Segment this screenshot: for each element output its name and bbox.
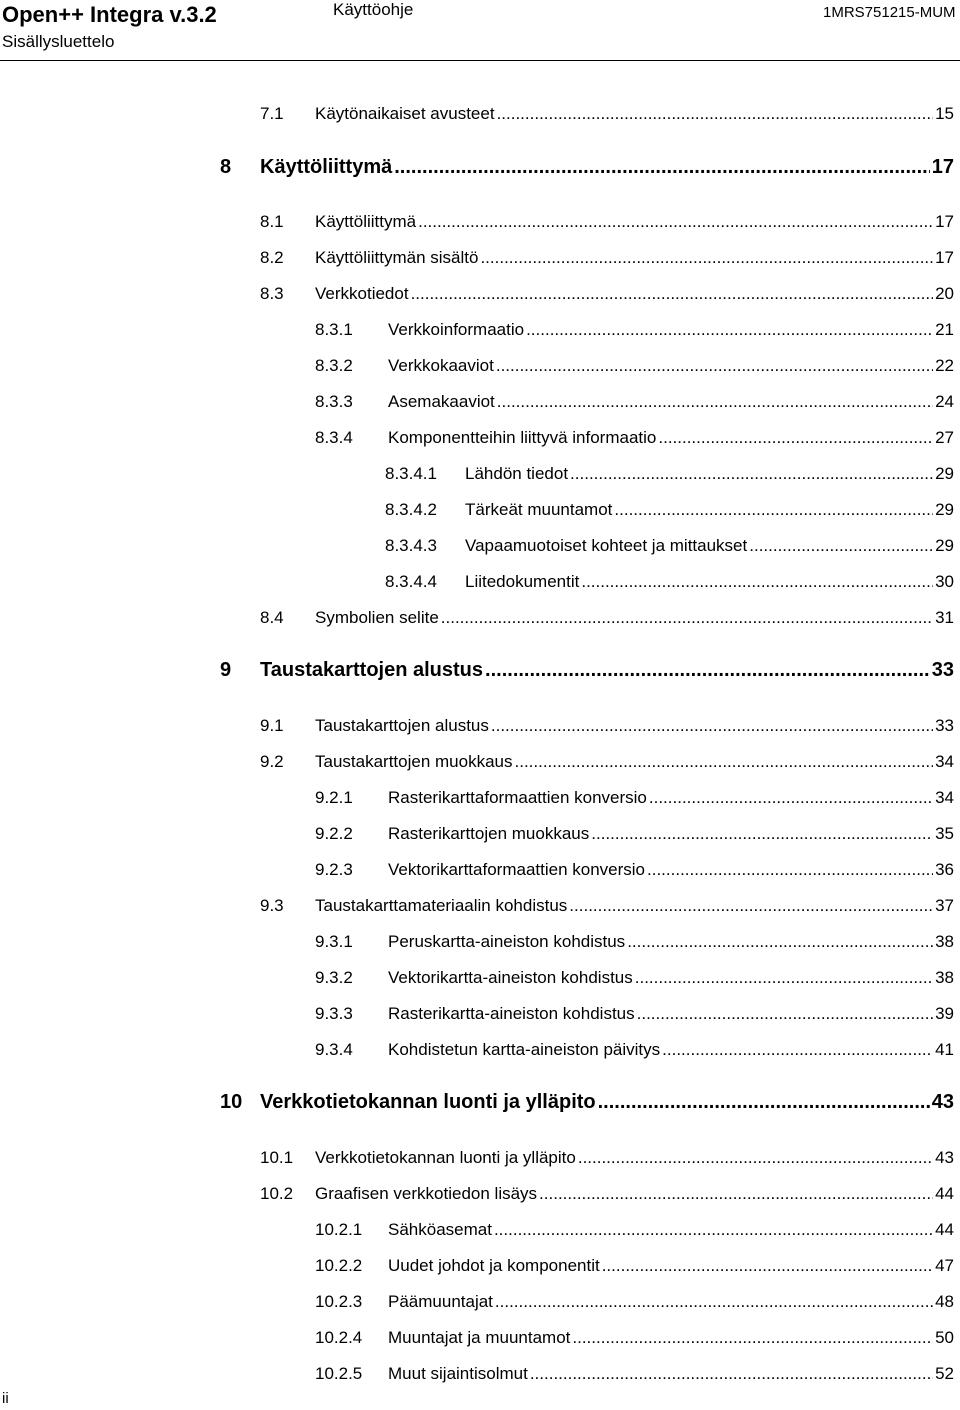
toc-entry-page: 22 [935,356,954,375]
toc-entry[interactable] [260,892,954,916]
toc-entry-title: Peruskartta-aineiston kohdistus [388,932,626,951]
toc-entry-number: 7.1 [260,104,284,123]
toc-entry-page: 52 [935,1364,954,1383]
toc-entry[interactable] [315,928,954,952]
toc-entry-number: 9.1 [260,716,284,735]
toc-entry-page: 50 [935,1328,954,1347]
toc-entry-number: 8.3.1 [315,320,353,339]
toc-entry-number: 10.1 [260,1148,294,1167]
toc-entry-number: 8.3.4.3 [385,536,437,555]
toc-entry-title: Symbolien selite [315,608,439,627]
toc-entry[interactable] [315,784,954,808]
toc-entry-page: 33 [931,659,954,681]
toc-entry[interactable] [220,155,954,179]
dot-leader [515,752,934,772]
toc-entry-page: 24 [935,392,954,411]
toc-entry-title: Komponentteihin liittyvä informaatio [388,428,657,447]
toc-entry-page: 29 [935,464,954,483]
toc-entry-title: Rasterikarttaformaattien konversio [388,788,647,807]
dot-leader [485,659,930,682]
dot-leader [627,932,933,952]
toc-entry-number: 9.3.2 [315,968,353,987]
dot-leader [394,156,930,179]
toc-entry[interactable] [315,964,954,988]
toc-entry[interactable] [260,1144,954,1168]
toc-entry-number: 8.3.4.1 [385,464,437,483]
toc-entry[interactable] [315,388,954,412]
toc-entry-page: 29 [935,500,954,519]
toc-entry-number: 10.2.2 [315,1256,363,1275]
toc-entry-number: 10.2.3 [315,1292,363,1311]
toc-entry-title: Muuntajat ja muuntamot [388,1328,571,1347]
dot-leader [572,1328,933,1348]
toc-entry-title: Rasterikartta-aineiston kohdistus [388,1004,635,1023]
toc-entry-page: 44 [935,1184,954,1203]
toc-entry-number: 8.1 [260,212,284,231]
toc-entry-title: Asemakaaviot [388,392,495,411]
toc-entry[interactable] [220,658,954,682]
toc-entry-title: Verkkotiedot [315,284,409,303]
document-title: Open++ Integra v.3.2 [2,2,217,27]
toc-entry[interactable] [315,424,954,448]
dot-leader [530,1364,933,1384]
dot-leader [418,212,933,232]
toc-entry-page: 29 [935,536,954,555]
toc-entry-title: Käytönaikaiset avusteet [315,104,495,123]
toc-entry-title: Uudet johdot ja komponentit [388,1256,600,1275]
toc-entry-number: 10.2.5 [315,1364,363,1383]
dot-leader [569,896,933,916]
dot-leader [411,284,934,304]
toc-entry-page: 30 [935,572,954,591]
toc-entry-page: 21 [935,320,954,339]
toc-entry[interactable] [315,1000,954,1024]
dot-leader [494,1220,933,1240]
toc-entry-number: 9.3.4 [315,1040,353,1059]
toc-entry-number: 9.3.3 [315,1004,353,1023]
dot-leader [570,464,933,484]
toc-entry-page: 37 [935,896,954,915]
toc-entry-number: 10.2.4 [315,1328,363,1347]
toc-entry-title: Tärkeät muuntamot [465,500,613,519]
toc-entry-number: 8.3.2 [315,356,353,375]
toc-entry-number: 10.2.1 [315,1220,363,1239]
toc-entry-title: Vapaamuotoiset kohteet ja mittaukset [465,536,748,555]
toc-entry-page: 36 [935,860,954,879]
toc-entry-title: Vektorikartta-aineiston kohdistus [388,968,633,987]
toc-entry[interactable] [315,1216,954,1240]
toc-entry[interactable] [315,1288,954,1312]
dot-leader [602,1256,933,1276]
toc-entry-number: 9.2.1 [315,788,353,807]
toc-entry[interactable] [315,1036,954,1060]
toc-entry-title: Käyttöliittymän sisältö [315,248,479,267]
toc-entry[interactable] [315,1324,954,1348]
toc-entry-title: Liitedokumentit [465,572,580,591]
toc-entry-title: Verkkokaaviot [388,356,494,375]
toc-entry-title: Vektorikarttaformaattien konversio [388,860,646,879]
toc-entry[interactable] [260,208,954,232]
toc-entry-title: Sähköasemat [388,1220,492,1239]
toc-entry-number: 8.3.4 [315,428,353,447]
toc-entry-page: 48 [935,1292,954,1311]
toc-entry-title: Lähdön tiedot [465,464,569,483]
toc-entry[interactable] [260,1180,954,1204]
toc-entry-number: 9.2.2 [315,824,353,843]
toc-entry[interactable] [385,496,954,520]
dot-leader [658,428,933,448]
toc-entry-title: Käyttöliittymä [315,212,417,231]
dot-leader [497,104,934,124]
dot-leader [637,1004,933,1024]
toc-entry-page: 41 [935,1040,954,1059]
section-name: Sisällysluettelo [2,32,115,51]
toc-entry-title: Verkkotietokannan luonti ja ylläpito [260,1091,596,1113]
toc-entry[interactable] [315,820,954,844]
toc-entry-title: Käyttöliittymä [260,156,393,178]
toc-entry[interactable] [260,244,954,268]
toc-entry-number: 8 [220,156,232,178]
toc-entry-number: 10.2 [260,1184,294,1203]
toc-entry-title: Kohdistetun kartta-aineiston päivitys [388,1040,661,1059]
dot-leader [496,356,933,376]
toc-entry[interactable] [315,1360,954,1384]
toc-entry-page: 44 [935,1220,954,1239]
document-id: 1MRS751215-MUM [823,4,956,21]
toc-entry-title: Taustakarttojen alustus [260,659,484,681]
toc-entry[interactable] [260,280,954,304]
toc-entry[interactable] [315,352,954,376]
toc-entry-page: 15 [935,104,954,123]
toc-entry[interactable] [260,712,954,736]
toc-entry[interactable] [260,748,954,772]
dot-leader [491,716,933,736]
toc-entry-page: 34 [935,788,954,807]
toc-entry-page: 35 [935,824,954,843]
toc-entry-title: Verkkoinformaatio [388,320,525,339]
toc-entry[interactable] [315,1252,954,1276]
toc-entry-number: 9.3 [260,896,284,915]
dot-leader [581,572,933,592]
toc-entry-number: 8.3 [260,284,284,303]
toc-entry-title: Rasterikarttojen muokkaus [388,824,590,843]
dot-leader [497,392,933,412]
toc-entry-number: 9.3.1 [315,932,353,951]
toc-entry[interactable] [220,1090,954,1114]
toc-entry-title: Graafisen verkkotiedon lisäys [315,1184,538,1203]
toc-entry-page: 38 [935,932,954,951]
document-type: Käyttöohje [333,0,414,19]
dot-leader [614,500,933,520]
toc-entry-title: Verkkotietokannan luonti ja ylläpito [315,1148,576,1167]
toc-entry-page: 34 [935,752,954,771]
toc-entry-title: Taustakarttamateriaalin kohdistus [315,896,568,915]
toc-entry[interactable] [385,532,954,556]
toc-entry-number: 10 [220,1091,243,1113]
toc-entry-number: 9.2 [260,752,284,771]
toc-entry[interactable] [385,460,954,484]
dot-leader [649,788,933,808]
toc-entry-page: 17 [935,212,954,231]
dot-leader [749,536,933,556]
toc-entry[interactable] [385,568,954,592]
toc-entry-page: 43 [931,1091,954,1113]
toc-entry-number: 8.4 [260,608,284,627]
dot-leader [480,248,933,268]
toc-entry-page: 47 [935,1256,954,1275]
toc-entry-title: Taustakarttojen muokkaus [315,752,513,771]
dot-leader [598,1091,930,1114]
toc-entry-page: 39 [935,1004,954,1023]
toc-entry[interactable] [315,316,954,340]
toc-entry-page: 17 [935,248,954,267]
toc-entry-page: 31 [935,608,954,627]
toc-entry-number: 8.3.4.4 [385,572,437,591]
dot-leader [662,1040,933,1060]
dot-leader [647,860,933,880]
dot-leader [441,608,933,628]
toc-entry[interactable] [260,100,954,124]
toc-entry-number: 9 [220,659,232,681]
toc-entry-page: 38 [935,968,954,987]
dot-leader [635,968,933,988]
toc-entry-number: 8.3.4.2 [385,500,437,519]
toc-entry-number: 8.2 [260,248,284,267]
toc-entry-page: 27 [935,428,954,447]
dot-leader [495,1292,933,1312]
toc-entry-page: 33 [935,716,954,735]
dot-leader [578,1148,933,1168]
toc-entry-title: Muut sijaintisolmut [388,1364,528,1383]
dot-leader [526,320,933,340]
toc-entry-page: 43 [935,1148,954,1167]
toc-entry[interactable] [315,856,954,880]
toc-entry-number: 9.2.3 [315,860,353,879]
toc-entry-title: Päämuuntajat [388,1292,493,1311]
dot-leader [591,824,933,844]
toc-entry-title: Taustakarttojen alustus [315,716,489,735]
dot-leader [539,1184,933,1204]
toc-entry[interactable] [260,604,954,628]
page-number: ii [2,1390,9,1407]
toc-entry-page: 20 [935,284,954,303]
toc-entry-page: 17 [931,156,954,178]
toc-entry-number: 8.3.3 [315,392,353,411]
